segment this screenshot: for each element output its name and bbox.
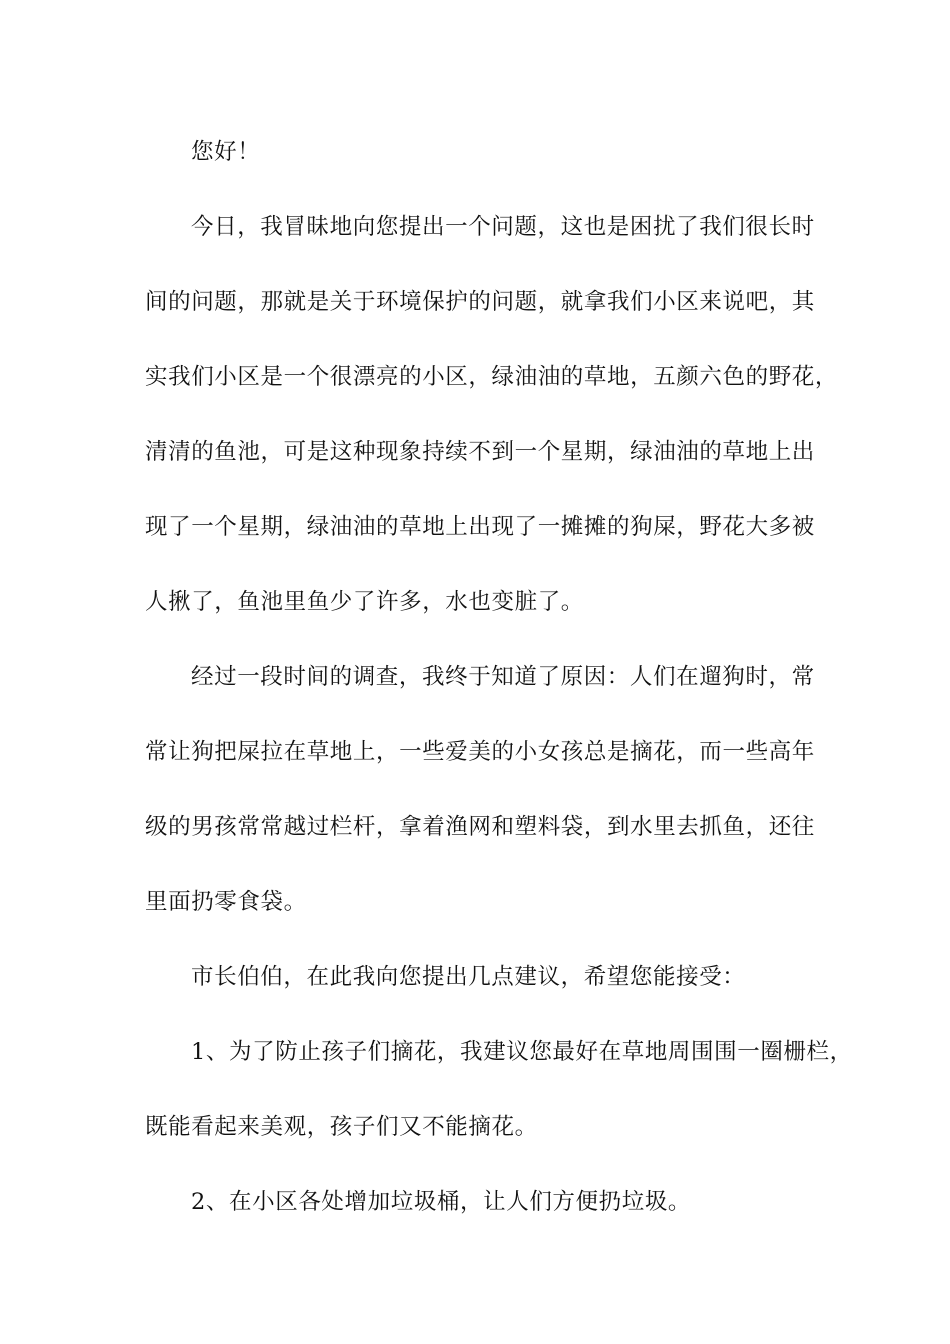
text-line: 实我们小区是一个很漂亮的小区，绿油油的草地，五颜六色的野花，	[145, 364, 839, 390]
text-line: 今日，我冒昧地向您提出一个问题，这也是困扰了我们很长时	[191, 214, 815, 240]
text-line: 1、为了防止孩子们摘花，我建议您最好在草地周围围一圈栅栏，	[191, 1039, 853, 1065]
text-line: 现了一个星期，绿油油的草地上出现了一摊摊的狗屎，野花大多被	[145, 514, 815, 540]
text-line: 清清的鱼池，可是这种现象持续不到一个星期，绿油油的草地上出	[145, 439, 815, 465]
greeting-line: 您好！	[191, 139, 261, 165]
text-line: 市长伯伯，在此我向您提出几点建议，希望您能接受：	[191, 964, 746, 990]
letter-page	[145, 115, 853, 1240]
text-line: 既能看起来美观，孩子们又不能摘花。	[145, 1114, 538, 1140]
greeting-paragraph	[145, 115, 835, 190]
text-line: 常让狗把屎拉在草地上，一些爱美的小女孩总是摘花，而一些高年	[145, 739, 815, 765]
paragraph-suggestions-intro	[145, 940, 835, 1015]
text-line: 经过一段时间的调查，我终于知道了原因：人们在遛狗时，常	[191, 664, 815, 690]
text-line: 间的问题，那就是关于环境保护的问题，就拿我们小区来说吧，其	[145, 289, 815, 315]
suggestion-2	[145, 1165, 835, 1240]
text-line: 2、在小区各处增加垃圾桶，让人们方便扔垃圾。	[191, 1189, 692, 1215]
paragraph-problem	[145, 190, 839, 640]
paragraph-investigation	[145, 640, 835, 940]
suggestion-1	[145, 1015, 853, 1165]
text-line: 人揪了，鱼池里鱼少了许多，水也变脏了。	[145, 589, 584, 615]
text-line: 级的男孩常常越过栏杆，拿着渔网和塑料袋，到水里去抓鱼，还往	[145, 814, 815, 840]
text-line: 里面扔零食袋。	[145, 889, 307, 915]
